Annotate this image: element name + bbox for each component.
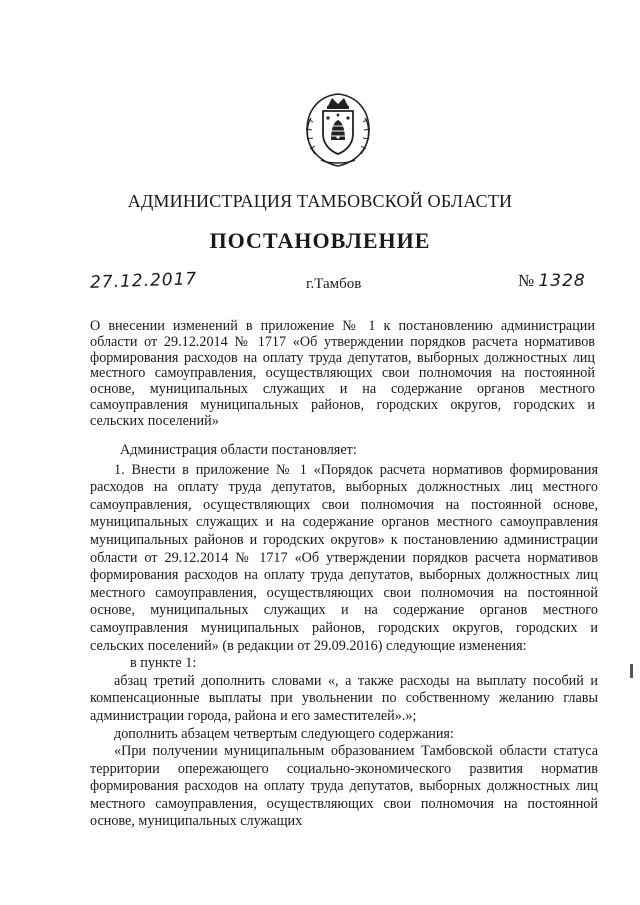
document-type: ПОСТАНОВЛЕНИЕ (209, 228, 431, 253)
scan-margin-mark (630, 664, 633, 678)
point-1: в пункте 1: (130, 655, 197, 672)
document-date: 27.12.2017 (89, 269, 198, 293)
paragraph-4-intro: дополнить абзацем четвертым следующего содержания: (114, 725, 454, 742)
preamble: Администрация области постановляет: (120, 442, 357, 458)
paragraph-3-amendment: абзац третий дополнить словами «, а также расходы на выплату пособий и компенсационные выплаты при увольнении по собственному желанию главы администрации города, района и его заместителей».»; (90, 672, 598, 724)
document-body (90, 442, 598, 831)
document-title: О внесении изменений в приложение № 1 к постановлению администрации области от 29.12.2014 № 1717 «Об утверждении порядков расчета нормативов формирования расходов на оплату труда депутатов, выборных должностных лиц местного самоуправления, осуществляющих свои полномочия на постоянной основе, муниципальных служащих и на содержание органов местного самоуправления муниципальных районов, городских округов, городских и сельских поселений» (90, 318, 595, 429)
paragraph-4-text: «При получении муниципальным образованием Тамбовской области статуса территории опережающего социально-экономического развития норматив формирования расходов на оплату труда депутатов, выборных должностных лиц местного самоуправления, осуществляющих свои полномочия на постоянной основе, муниципальных служащих (90, 743, 598, 830)
number-sign: № (518, 271, 535, 290)
document-number (518, 271, 586, 291)
organization-name: АДМИНИСТРАЦИЯ ТАМБОВСКОЙ ОБЛАСТИ (127, 191, 513, 211)
item-1: 1. Внести в приложение № 1 «Порядок расчета нормативов формирования расходов на оплату труда депутатов, выборных должностных лиц местного самоуправления, осуществляющих свои полномочия на постоянной основе, муниципальных служащих и на содержание органов местного самоуправления муниципальных районов и городских округов» к постановлению администрации области от 29.12.2014 № 1717 «Об утверждении порядков расчета нормативов формирования расходов на оплату труда депутатов, выборных должностных лиц местного самоуправления, осуществляющих свои полномочия на постоянной основе, муниципальных служащих и на содержание органов местного самоуправления муниципальных районов, городских округов, городских и сельских поселений» (в редакции от 29.09.2016) следующие изменения: (90, 461, 598, 654)
coat-of-arms-emblem (299, 88, 377, 170)
document-city: г.Тамбов (306, 276, 362, 292)
number-value: 1328 (538, 271, 586, 291)
